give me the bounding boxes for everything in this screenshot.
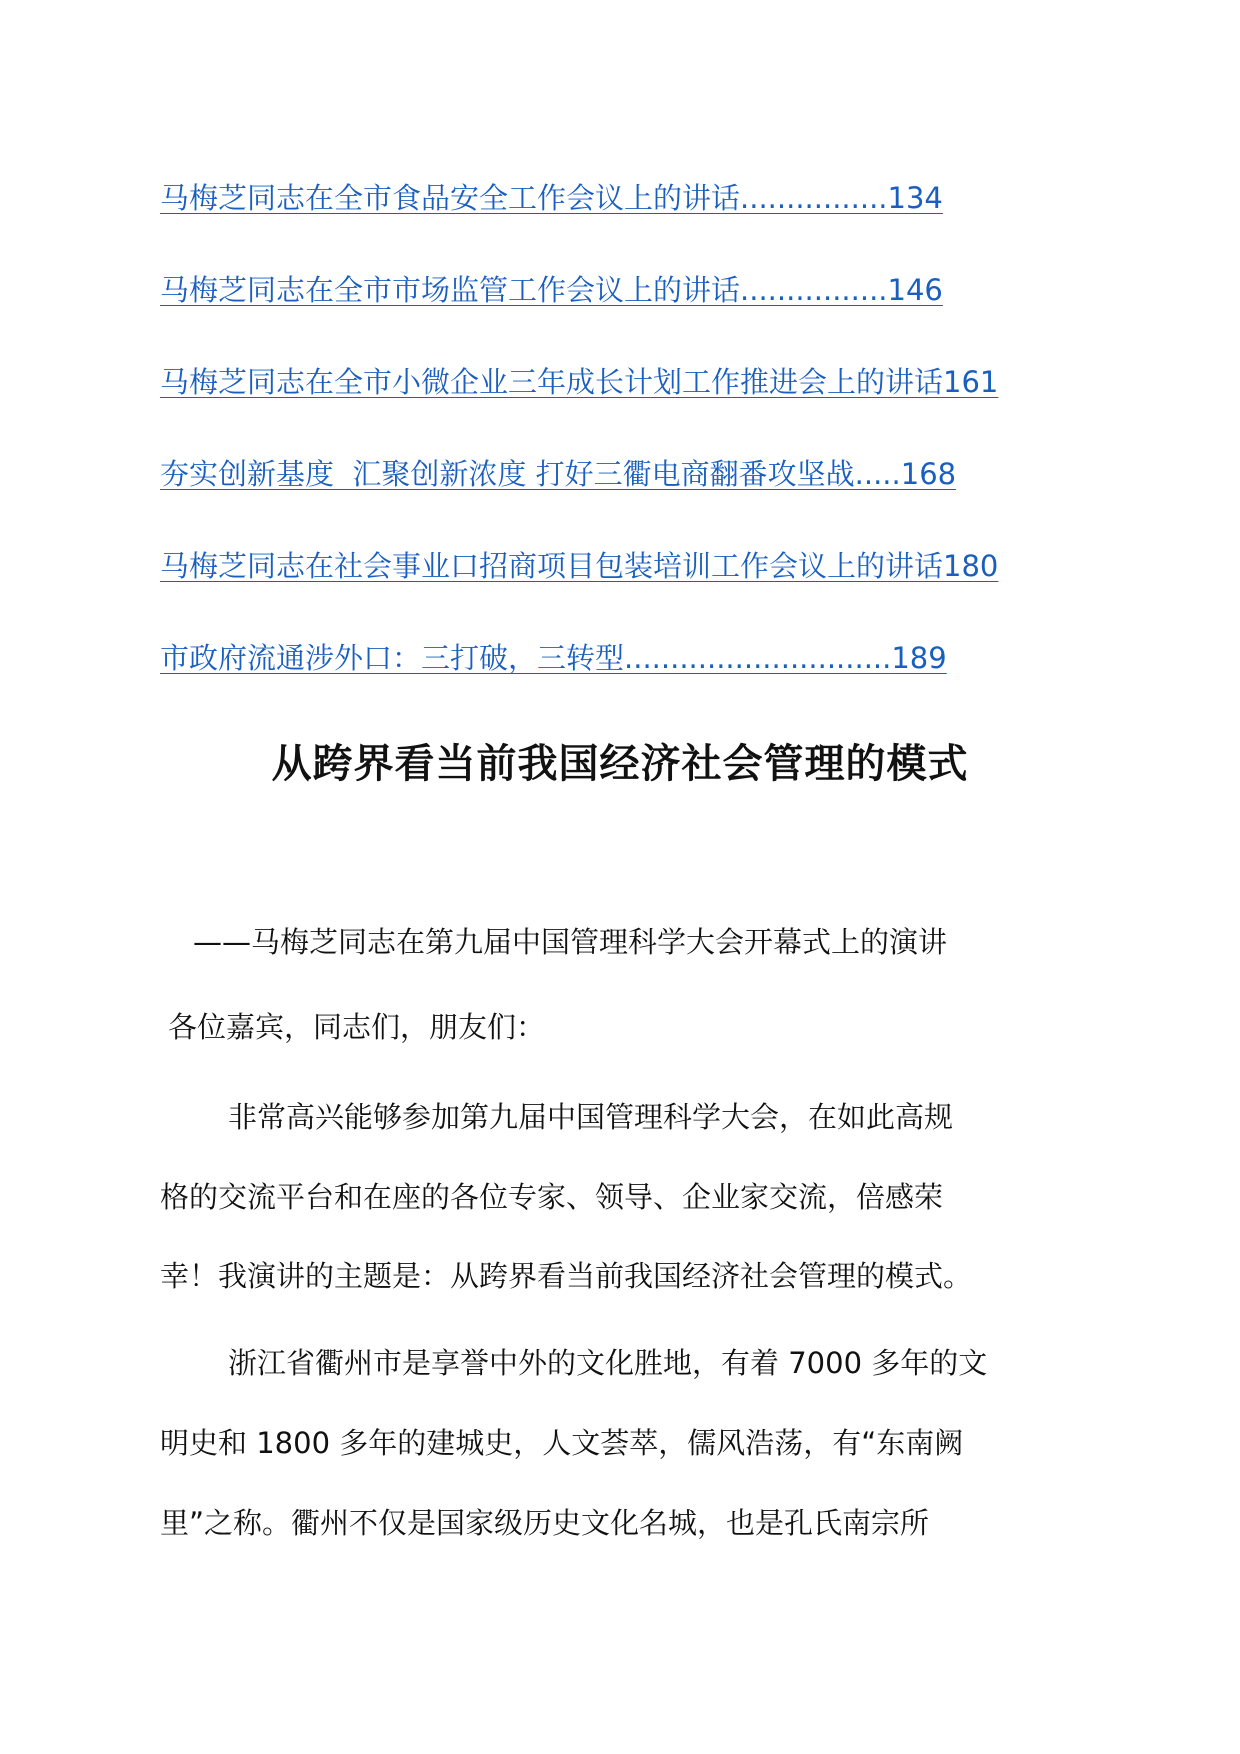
toc-item-leader: ................ [740, 273, 888, 307]
paragraph-1-line-3: 幸！我演讲的主题是：从跨界看当前我国经济社会管理的模式。 [160, 1259, 973, 1293]
toc-item-title: 马梅芝同志在社会事业口招商项目包装培训工作会议上的讲话 [160, 549, 944, 583]
toc-item-page: 161 [943, 365, 999, 399]
toc-item-leader: ..... [854, 457, 901, 491]
paragraph-1-line-1: 非常高兴能够参加第九届中国管理科学大会，在如此高规 [228, 1100, 954, 1134]
toc-item-ecommerce[interactable] [160, 448, 1080, 540]
table-of-contents [160, 172, 1080, 724]
paragraph-2-line-2: 明史和 1800 多年的建城史，人文荟萃，儒风浩荡，有“东南阙 [160, 1426, 964, 1460]
article-subtitle: ——马梅芝同志在第九届中国管理科学大会开幕式上的演讲 [193, 925, 948, 959]
toc-item-title: 马梅芝同志在全市市场监管工作会议上的讲话 [160, 273, 741, 307]
toc-item-page: 189 [891, 641, 947, 675]
article-title: 从跨界看当前我国经济社会管理的模式 [271, 741, 969, 787]
toc-item-market-supervision[interactable] [160, 264, 1080, 356]
paragraph-2-line-1: 浙江省衢州市是享誉中外的文化胜地，有着 7000 多年的文 [228, 1346, 988, 1380]
toc-item-leader: ................ [740, 181, 888, 215]
toc-item-food-safety[interactable] [160, 172, 1080, 264]
toc-item-page: 180 [943, 549, 999, 583]
toc-item-page: 134 [887, 181, 943, 215]
toc-item-page: 146 [887, 273, 943, 307]
toc-item-title: 马梅芝同志在全市食品安全工作会议上的讲话 [160, 181, 741, 215]
toc-item-small-enterprise[interactable] [160, 356, 1080, 448]
paragraph-1-line-2: 格的交流平台和在座的各位专家、领导、企业家交流，倍感荣 [160, 1180, 944, 1214]
toc-item-page: 168 [900, 457, 957, 491]
toc-item-title: 夯实创新基度 汇聚创新浓度 打好三衢电商翻番攻坚战 [160, 457, 855, 491]
toc-item-leader: ............................. [624, 641, 892, 675]
toc-item-investment-training[interactable] [160, 540, 1080, 632]
toc-item-title: 市政府流通涉外口：三打破，三转型 [160, 641, 625, 675]
toc-item-circulation[interactable] [160, 632, 1080, 724]
paragraph-2-line-3: 里”之称。衢州不仅是国家级历史文化名城，也是孔氏南宗所 [160, 1506, 930, 1540]
toc-item-title: 马梅芝同志在全市小微企业三年成长计划工作推进会上的讲话 [160, 365, 944, 399]
greeting-line: 各位嘉宾，同志们，朋友们： [168, 1010, 546, 1044]
